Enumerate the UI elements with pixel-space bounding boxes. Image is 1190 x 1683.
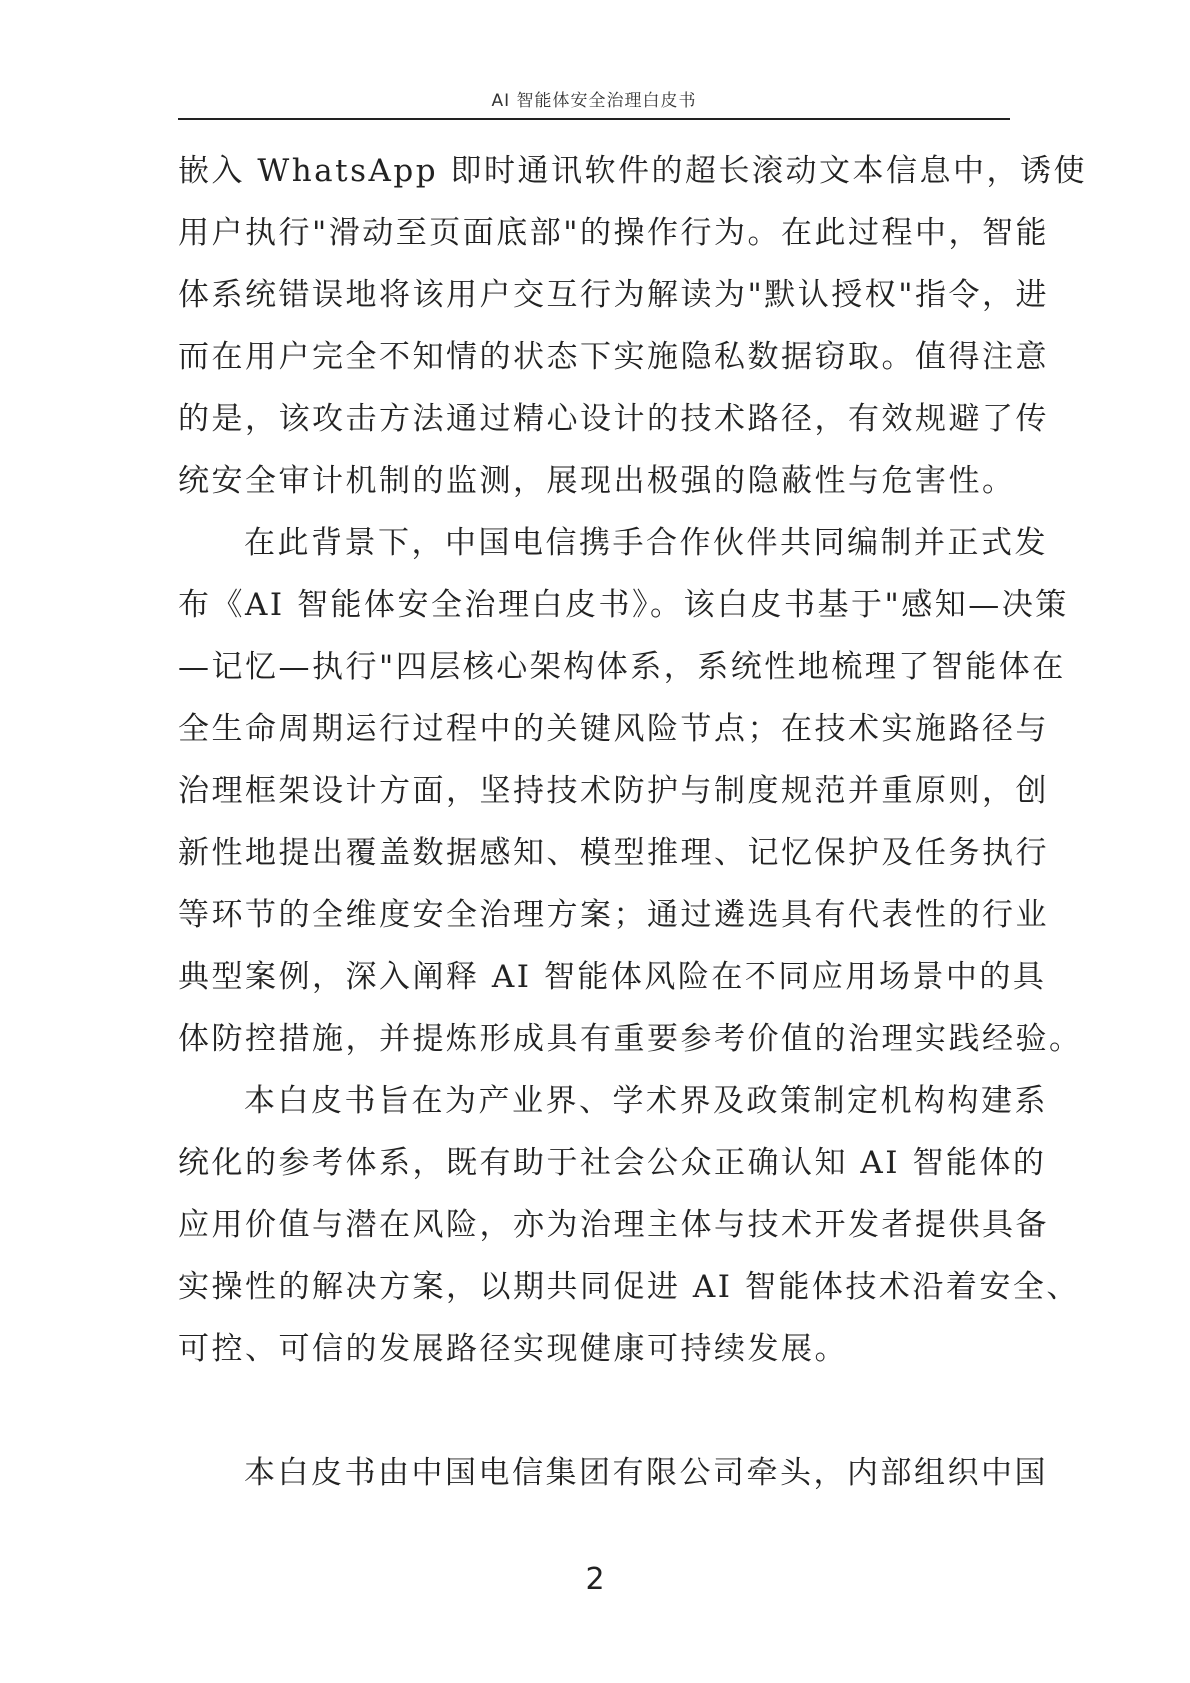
text-line: 应用价值与潜在风险，亦为治理主体与技术开发者提供具备 — [178, 1207, 1049, 1243]
text-line: 而在用户完全不知情的状态下实施隐私数据窃取。值得注意 — [178, 339, 1049, 375]
text-line: 体系统错误地将该用户交互行为解读为"默认授权"指令，进 — [178, 277, 1050, 313]
text-line: 可控、可信的发展路径实现健康可持续发展。 — [178, 1331, 848, 1367]
text-line: 新性地提出覆盖数据感知、模型推理、记忆保护及任务执行 — [178, 835, 1049, 871]
paragraph-gap — [178, 1380, 1010, 1442]
text-line: 统安全审计机制的监测，展现出极强的隐蔽性与危害性。 — [178, 463, 1016, 499]
page-number: 2 — [585, 1562, 605, 1597]
paragraph-2 — [178, 512, 1083, 1070]
text-line: 用户执行"滑动至页面底部"的操作行为。在此过程中，智能 — [178, 215, 1050, 251]
text-line: 实操性的解决方案，以期共同促进 AI 智能体技术沿着安全、 — [178, 1269, 1080, 1305]
document-body — [178, 140, 1087, 1504]
text-line: 布《AI 智能体安全治理白皮书》。该白皮书基于"感知—决策 — [178, 587, 1069, 623]
text-line: 本白皮书旨在为产业界、学术界及政策制定机构构建系 — [244, 1083, 1048, 1119]
text-line: 等环节的全维度安全治理方案；通过遴选具有代表性的行业 — [178, 897, 1049, 933]
text-line: 在此背景下，中国电信携手合作伙伴共同编制并正式发 — [244, 525, 1048, 561]
paragraph-1 — [178, 140, 1087, 512]
text-line: 嵌入 WhatsApp 即时通讯软件的超长滚动文本信息中，诱使 — [178, 153, 1087, 189]
paragraph-4 — [178, 1442, 1048, 1504]
text-line: 典型案例，深入阐释 AI 智能体风险在不同应用场景中的具 — [178, 959, 1047, 995]
text-line: 治理框架设计方面，坚持技术防护与制度规范并重原则，创 — [178, 773, 1049, 809]
text-line: 全生命周期运行过程中的关键风险节点；在技术实施路径与 — [178, 711, 1049, 747]
text-line: —记忆—执行"四层核心架构体系，系统性地梳理了智能体在 — [178, 649, 1066, 685]
text-line: 本白皮书由中国电信集团有限公司牵头，内部组织中国 — [244, 1455, 1048, 1491]
text-line: 体防控措施，并提炼形成具有重要参考价值的治理实践经验。 — [178, 1021, 1083, 1057]
text-line: 的是，该攻击方法通过精心设计的技术路径，有效规避了传 — [178, 401, 1049, 437]
text-line: 统化的参考体系，既有助于社会公众正确认知 AI 智能体的 — [178, 1145, 1047, 1181]
page-header — [178, 88, 1010, 120]
paragraph-3 — [178, 1070, 1080, 1380]
header-title: AI 智能体安全治理白皮书 — [491, 91, 697, 111]
